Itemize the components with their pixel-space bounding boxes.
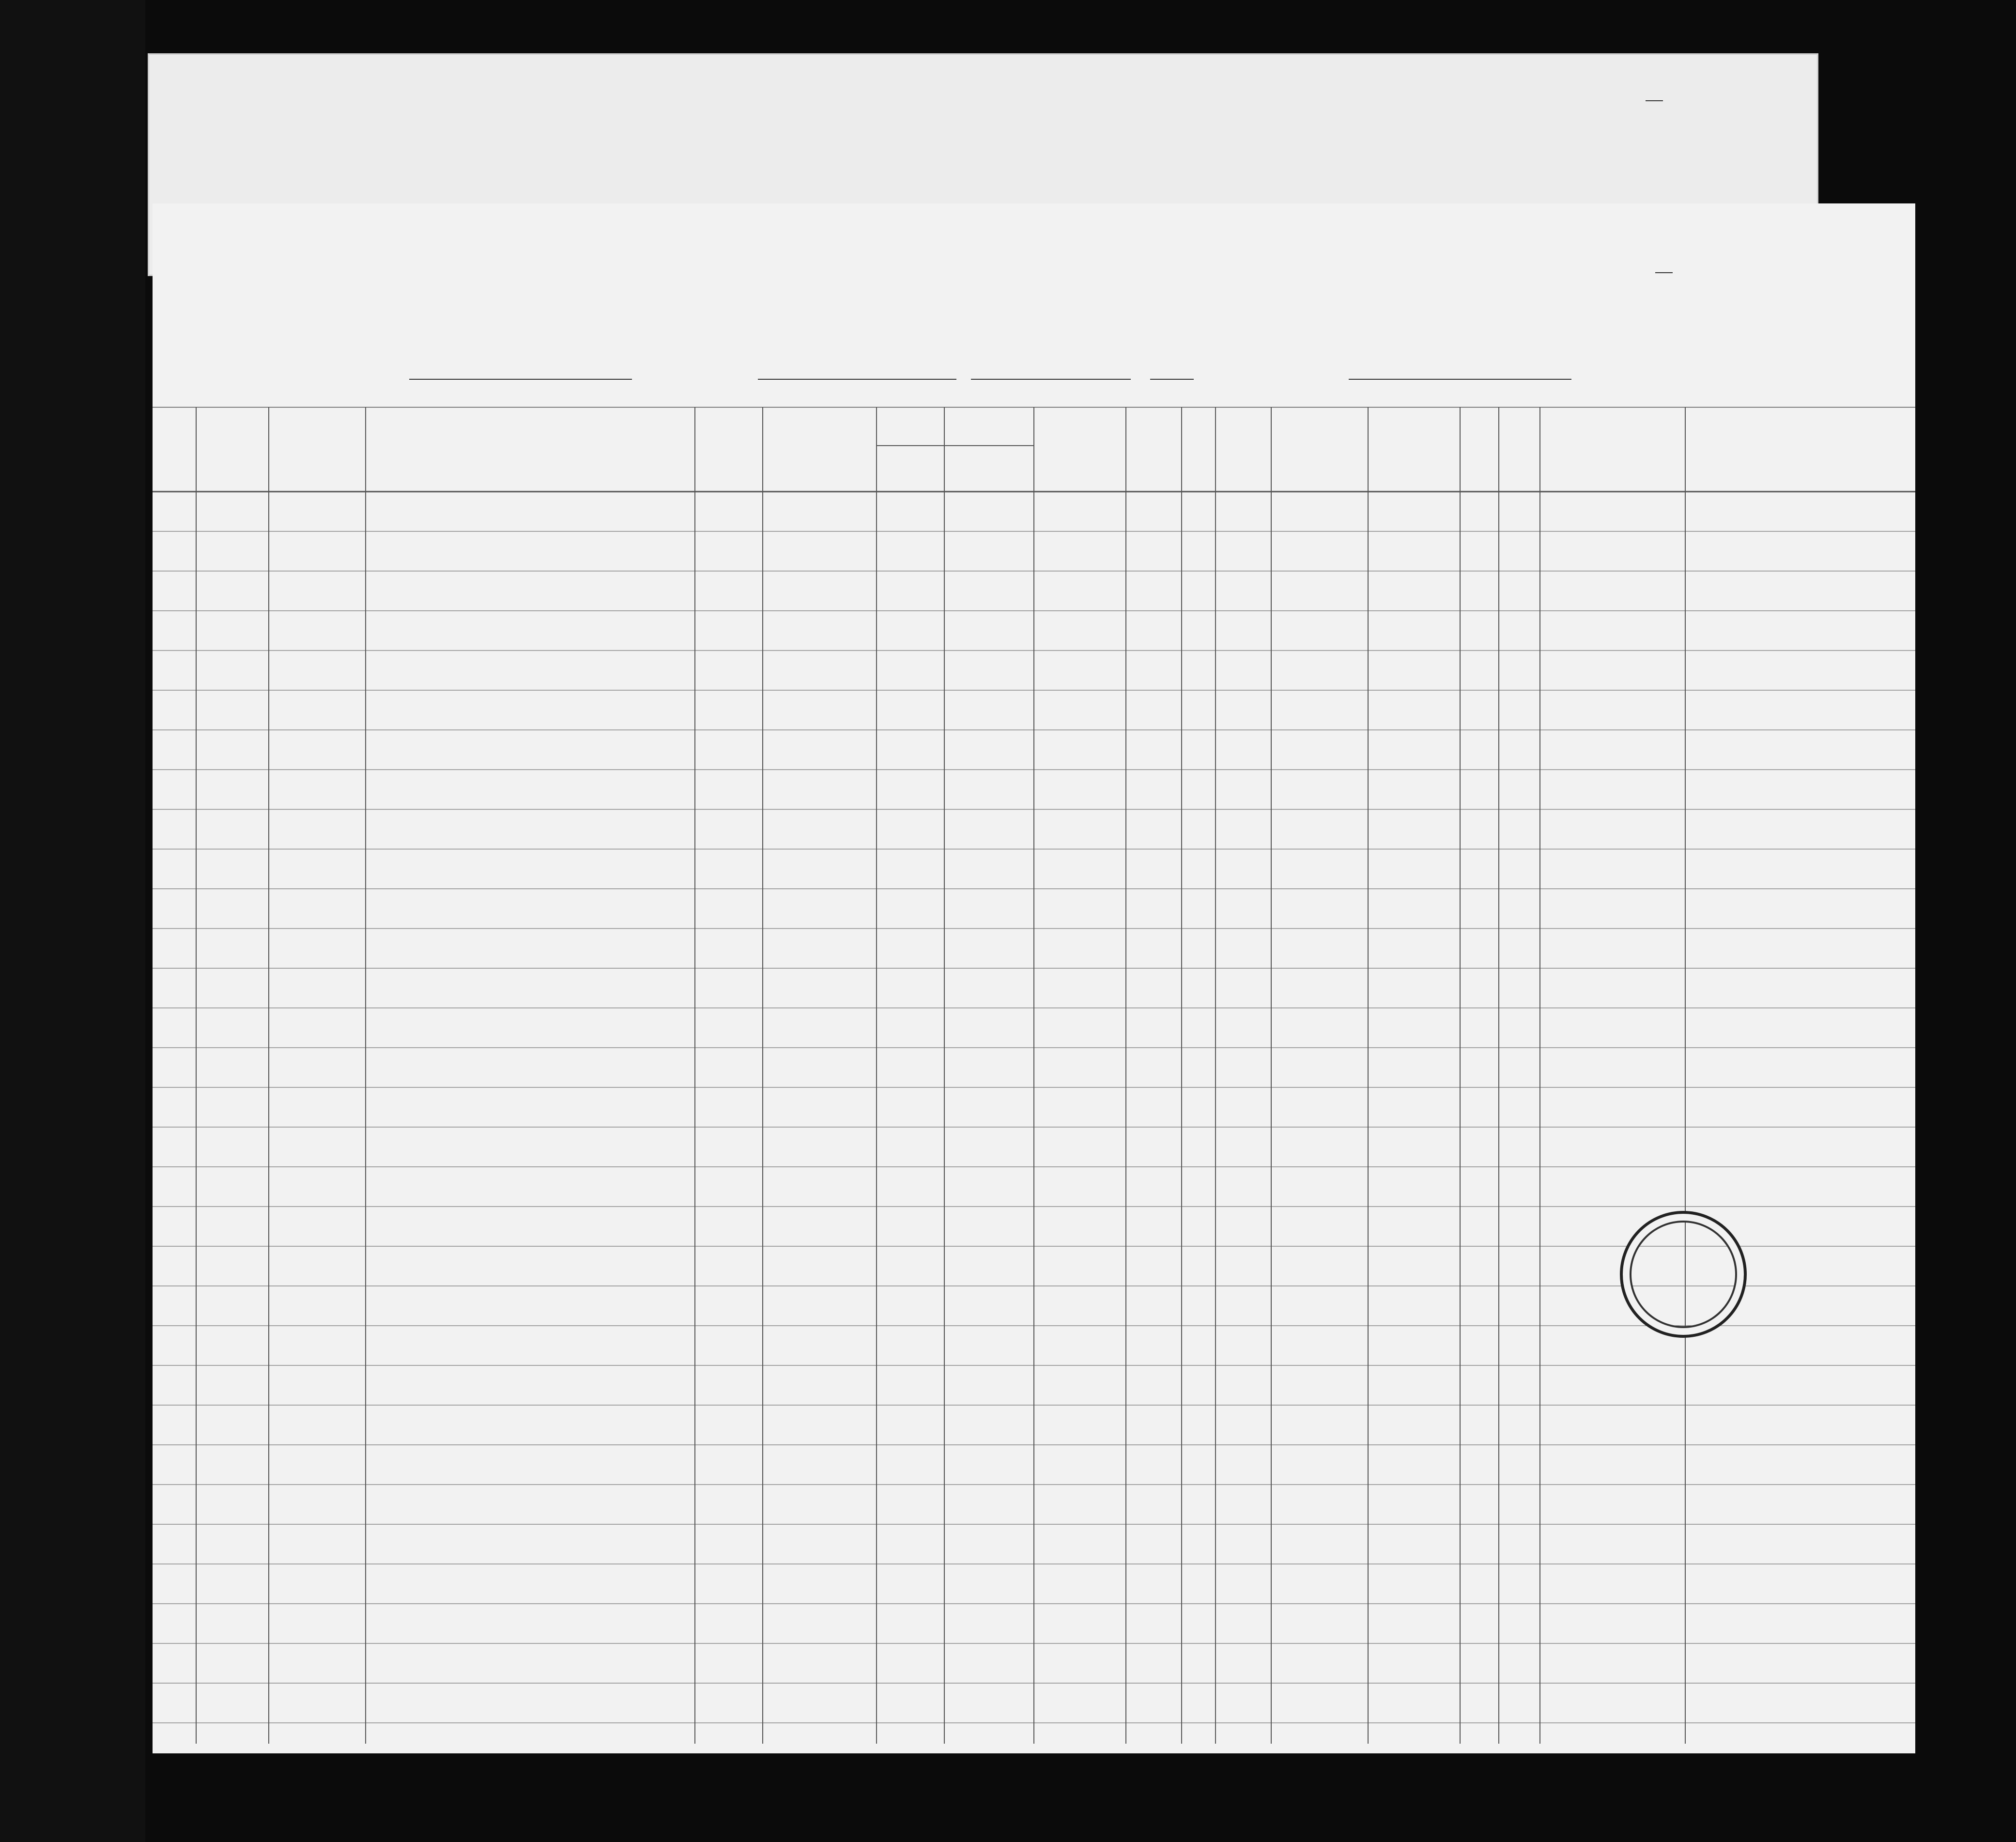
table-grid-lines bbox=[153, 407, 1915, 1744]
arrival-date bbox=[971, 379, 1131, 380]
front-sheet-number bbox=[1647, 254, 1673, 273]
crew-manifest-table bbox=[153, 407, 1915, 1744]
binder-strip bbox=[0, 0, 145, 1842]
vessel-value bbox=[409, 379, 632, 380]
consular-seal bbox=[1620, 1211, 1747, 1338]
arrival-year bbox=[1150, 379, 1194, 380]
from-port-value bbox=[1349, 379, 1571, 380]
arriving-value bbox=[758, 379, 956, 380]
front-sheet bbox=[153, 203, 1915, 1753]
back-sheet-number bbox=[1637, 82, 1663, 101]
